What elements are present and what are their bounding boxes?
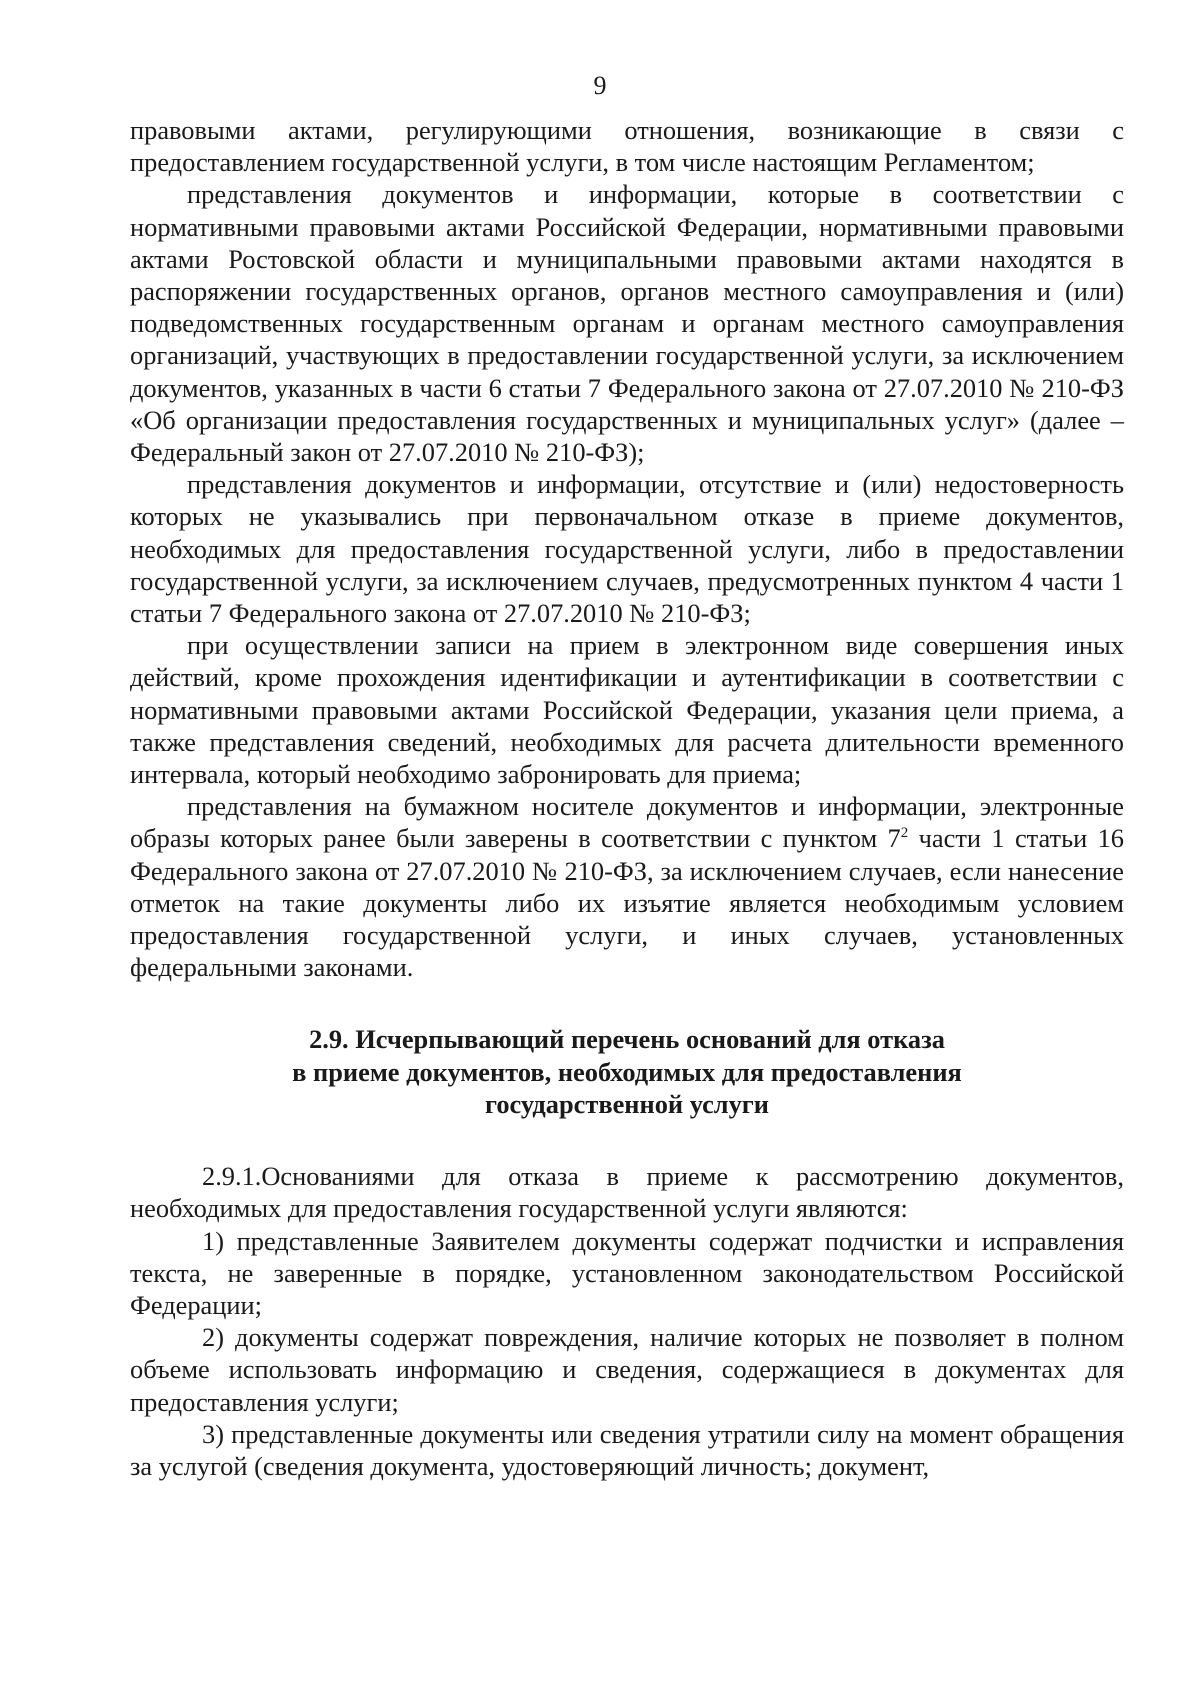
section-heading-line-2: в приеме документов, необходимых для предоставления (292, 1056, 962, 1087)
list-item-1: 1) представленные Заявителем документы содержат подчистки и исправления текста, не заверенные в порядке, установленном законодательством Российской Федерации; (130, 1225, 1124, 1320)
paragraph-documents-in-possession: представления документов и информации, которые в соответствии с нормативными правовыми актами Российской Федерации, нормативными правовыми актами Ростовской области и муниципальными правовыми актами находятся в распоряжении государственных органов, органов местного самоуправления и (или) подведомственных государственным органам и органам местного самоуправления организаций, участвующих в предоставлении государственной услуги, за исключением документов, указанных в части 6 статьи 7 Федерального закона от 27.07.2010 № 210-ФЗ «Об организации предоставления государственных и муниципальных услуг» (далее – Федеральный закон от 27.07.2010 № 210-ФЗ); (130, 179, 1124, 468)
page-number: 9 (593, 71, 607, 100)
paragraph-legal-acts: правовыми актами, регулирующими отношения, возникающие в связи с предоставлением государственной услуги, в том числе настоящим Регламентом; (130, 115, 1124, 178)
list-item-2: 2) документы содержат повреждения, наличие которых не позволяет в полном объеме использовать информацию и сведения, содержащиеся в документах для предоставления услуги; (130, 1322, 1124, 1417)
section-heading-line-3: государственной услуги (485, 1088, 769, 1119)
spacer (130, 1120, 1124, 1160)
paragraph-paper-documents-part1: представления на бумажном носителе документов и информации, электронные образы которых ранее были заверены в соответствии с пунктом 7 (130, 791, 1124, 854)
paragraph-missing-documents: представления документов и информации, отсутствие и (или) недостоверность которых не указывались при первоначальном отказе в приеме документов, необходимых для предоставления государственной услуги, либо в предоставлении государственной услуги, за исключением случаев, предусмотренных пунктом 4 части 1 статьи 7 Федерального закона от 27.07.2010 № 210-ФЗ; (130, 469, 1124, 629)
paragraph-paper-documents (130, 790, 1124, 983)
paragraph-paper-documents-part2: части 1 статьи 16 Федерального закона от 27.07.2010 № 210-ФЗ, за исключением случаев, если нанесение отметок на такие документы либо их изъятие является необходимым условием предоставления государственной услуги, и иных случаев, установленных федеральными законами. (130, 823, 1124, 983)
superscript: 2 (900, 825, 909, 842)
section-heading (130, 1023, 1124, 1120)
list-item-3: 3) представленные документы или сведения утратили силу на момент обращения за услугой (сведения документа, удостоверяющий личность; документ, (130, 1418, 1124, 1481)
spacer (130, 983, 1124, 1023)
paragraph-grounds-for-refusal: 2.9.1.Основаниями для отказа в приеме к рассмотрению документов, необходимых для предоставления государственной услуги являются: (130, 1161, 1124, 1224)
document-body (130, 114, 1124, 1482)
section-heading-line-1: 2.9. Исчерпывающий перечень оснований для отказа (309, 1024, 945, 1055)
paragraph-electronic-appointment: при осуществлении записи на прием в электронном виде совершения иных действий, кроме прохождения идентификации и аутентификации в соответствии с нормативными правовыми актами Российской Федерации, указания цели приема, а также представления сведений, необходимых для расчета длительности временного интервала, который необходимо забронировать для приема; (130, 630, 1124, 790)
